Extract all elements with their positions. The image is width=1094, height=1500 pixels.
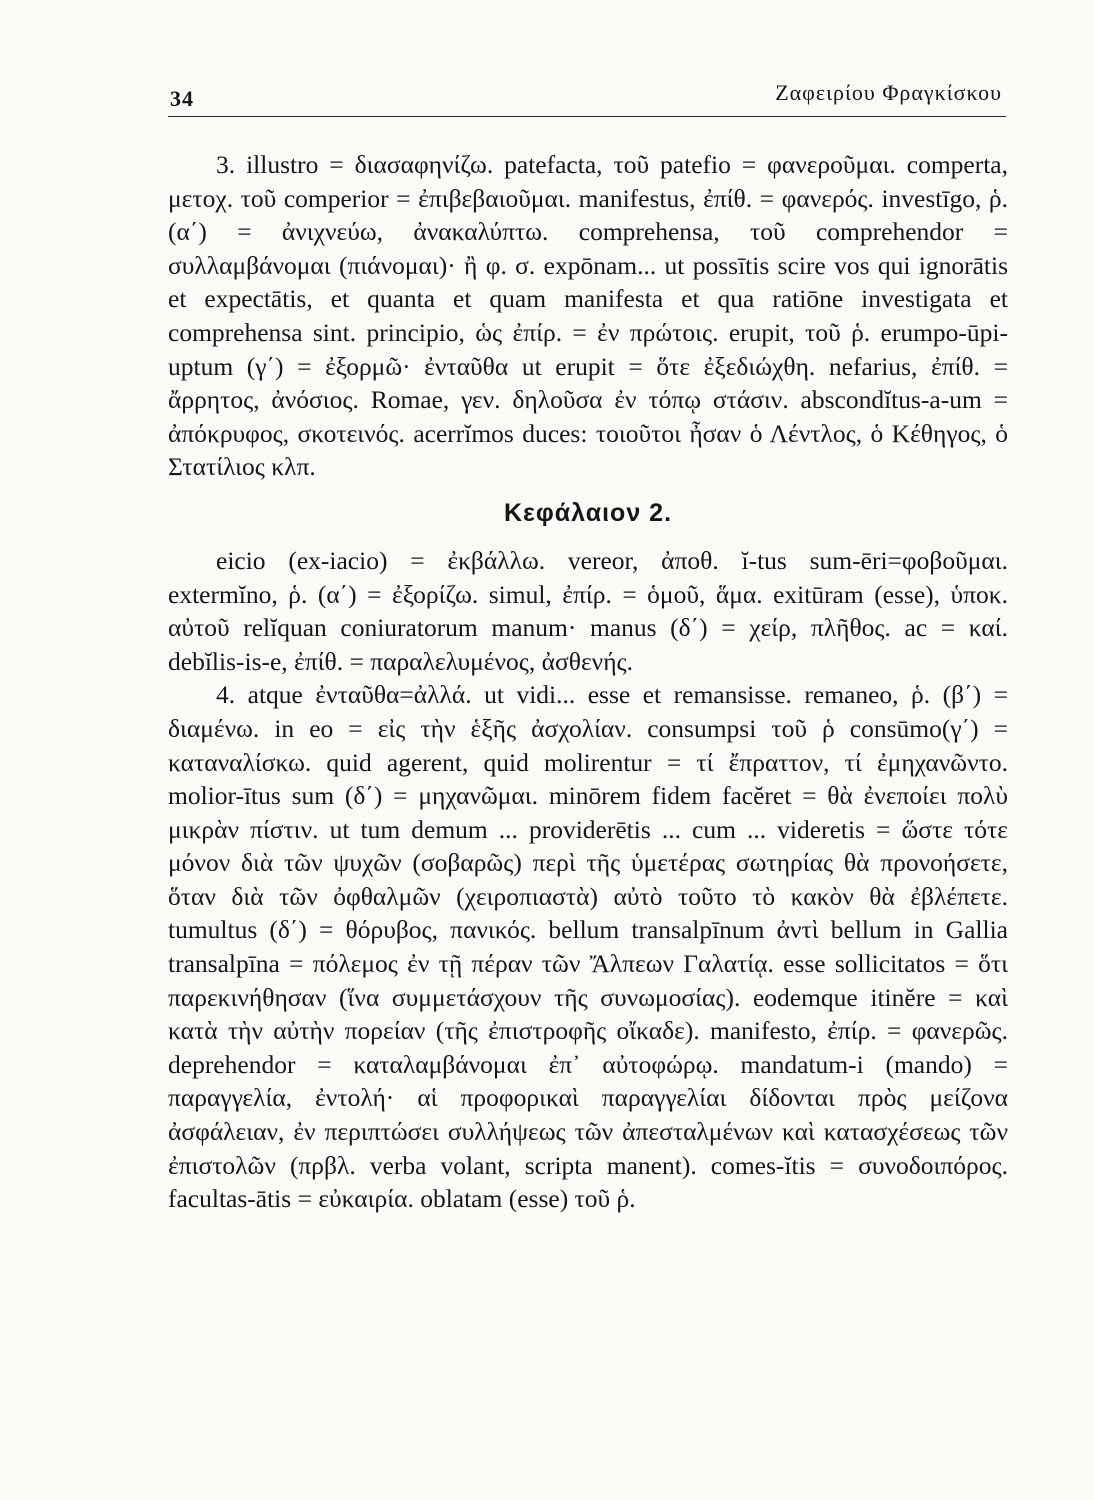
chapter-heading: Κεφάλαιον 2. bbox=[503, 498, 673, 527]
page-body bbox=[168, 148, 1008, 1216]
paragraph-chapter-2: eicio (ex-iacio) = ἐκβάλλω. vereor, ἀποθ. ĭ-tus sum-ēri=φοβοῦμαι. extermĭno, ῥ. (α΄) = ἐξορίζω. simul, ἐπίρ. = ὁμοῦ, ἅμα. exitūram (esse), ὑποκ. αὐτοῦ relĭquan coniuratorum manum· manus (δ΄) = χείρ, πλῆθος. ac = καί. debĭlis-is-e, ἐπίθ. = παραλελυμένος, ἀσθενής. bbox=[168, 545, 1008, 676]
page-number: 34 bbox=[170, 86, 194, 111]
page-header bbox=[168, 72, 1006, 117]
running-head: Ζαφειρίου Φραγκίσκου bbox=[775, 80, 1002, 105]
paragraph-section-3: 3. illustro = διασαφηνίζω. patefacta, τοῦ patefio = φανεροῦμαι. comperta, μετοχ. τοῦ comperior = ἐπιβεβαιοῦμαι. manifestus, ἐπίθ. = φανερός. investīgo, ῥ. (α΄) = ἀνιχνεύω, ἀνακαλύπτω. comprehensa, τοῦ comprehendor = συλλαμβάνομαι (πιάνομαι)· ἢ φ. σ. expōnam... ut possītis scire vos qui ignorātis et expectātis, et quanta et quam manifesta et qua ratiōne investigata et comprehensa sint. principio, ὡς ἐπίρ. = ἐν πρώτοις. erupit, τοῦ ῥ. erumpo-ūpi-uptum (γ΄) = ἐξορμῶ· ἐνταῦθα ut erupit = ὅτε ἐξεδιώχθη. nefarius, ἐπίθ. = ἄρρητος, ἀνόσιος. Romae, γεν. δηλοῦσα ἐν τόπῳ στάσιν. abscondĭtus-a-um = ἀπόκρυφος, σκοτεινός. acerrĭmos duces: τοιοῦτοι ἦσαν ὁ Λέντλος, ὁ Κέθηγος, ὁ Στατίλιος κλπ. bbox=[168, 150, 1008, 482]
paragraph-section-4: 4. atque ἐνταῦθα=ἀλλά. ut vidi... esse et remansisse. remaneo, ῥ. (β΄) = διαμένω. in eo = εἰς τὴν ἑξῆς ἀσχολίαν. consumpsi τοῦ ῥ consūmo(γ΄) = καταναλίσκω. quid agerent, quid molirentur = τί ἔπραττον, τί ἐμηχανῶντο. molior-ītus sum (δ΄) = μηχανῶμαι. minōrem fidem facĕret = θὰ ἐνεποίει πολὺ μικρὰν πίστιν. ut tum demum ... providerētis ... cum ... videretis = ὥστε τότε μόνον διὰ τῶν ψυχῶν (σοβαρῶς) περὶ τῆς ὑμετέρας σωτηρίας θὰ προνοήσετε, ὅταν διὰ τῶν ὀφθαλμῶν (χειροπιαστὰ) αὐτὸ τοῦτο τὸ κακὸν θὰ ἐβλέπετε. tumultus (δ΄) = θόρυβος, πανικός. bellum transalpīnum ἀντὶ bellum in Gallia transalpīna = πόλεμος ἐν τῇ πέραν τῶν Ἄλπεων Γαλατίᾳ. esse sollicitatos = ὅτι παρεκινήθησαν (ἵνα συμμετάσχουν τῆς συνωμοσίας). eodemque itinĕre = καὶ κατὰ τὴν αὐτὴν πορείαν (τῆς ἐπιστροφῆς οἴκαδε). manifesto, ἐπίρ. = φανερῶς. deprehendor = καταλαμβάνομαι ἐπ᾿ αὐτοφώρῳ. mandatum-i (mando) = παραγγελία, ἐντολή· αἱ προφορικαὶ παραγγελίαι δίδονται πρὸς μείζονα ἀσφάλειαν, ἐν περιπτώσει συλλήψεως τῶν ἀπεσταλμένων καὶ κατασχέσεως τῶν ἐπιστολῶν (πρβλ. verba volant, scripta manent). comes-ĭtis = συνοδοιπόρος. facultas-ātis = εὐκαιρία. oblatam (esse) τοῦ ῥ. bbox=[168, 680, 1008, 1214]
